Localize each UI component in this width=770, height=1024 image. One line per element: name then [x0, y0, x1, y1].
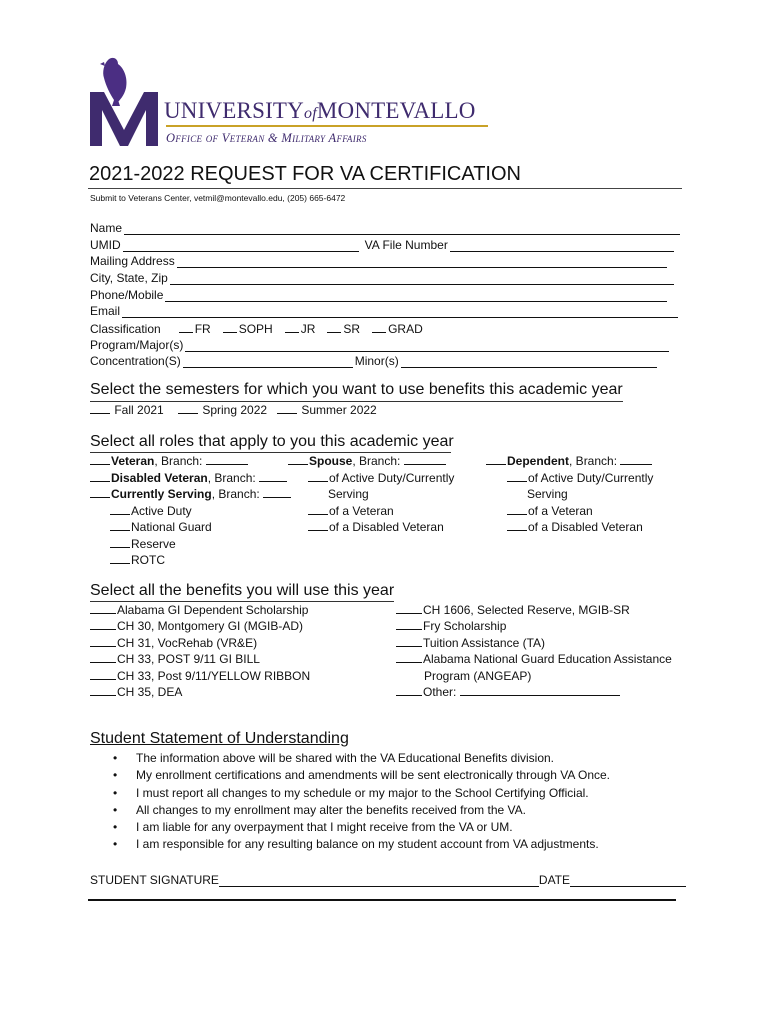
- university-name: [164, 98, 476, 124]
- statement-item: • All changes to my enrollment may alter the benefits received from the VA.: [113, 803, 610, 820]
- roles-heading: Select all roles that apply to you this academic year: [90, 433, 454, 450]
- dependent-of-active-cont: Serving: [527, 487, 568, 501]
- classification-label: Classification: [90, 322, 161, 336]
- benefit-ch30[interactable]: CH 30, Montgomery GI (MGIB-AD): [90, 619, 303, 633]
- statement-item: • I am responsible for any resulting balance on my student account from VA adjustments.: [113, 837, 610, 854]
- spouse-of-active-cont: Serving: [328, 487, 369, 501]
- statement-item: • I must report all changes to my schedule or my major to the School Certifying Official.: [113, 786, 610, 803]
- benefit-ch31[interactable]: CH 31, VocRehab (VR&E): [90, 636, 257, 650]
- phone-input[interactable]: [165, 290, 667, 302]
- minor-input[interactable]: [401, 356, 657, 368]
- form-title: 2021-2022 REQUEST FOR VA CERTIFICATION: [89, 163, 521, 185]
- city-label: City, State, Zip: [90, 271, 168, 285]
- university-name-suffix: MONTEVALLO: [316, 98, 476, 123]
- title-divider: [88, 188, 682, 189]
- benefit-ta[interactable]: Tuition Assistance (TA): [396, 636, 545, 650]
- signature-input[interactable]: [219, 875, 539, 887]
- university-name-of: of: [304, 105, 317, 122]
- header-rule: [166, 125, 488, 127]
- program-label: Program/Major(s): [90, 338, 184, 352]
- class-fr[interactable]: FR: [179, 321, 211, 336]
- class-sr[interactable]: SR: [327, 321, 360, 336]
- class-grad[interactable]: GRAD: [372, 321, 423, 336]
- role-spouse[interactable]: Spouse, Branch:: [288, 454, 446, 468]
- semester-spring[interactable]: Spring 2022: [178, 403, 267, 417]
- dependent-of-disabled[interactable]: of a Disabled Veteran: [507, 520, 643, 534]
- statement-list: [113, 751, 610, 855]
- bottom-divider: [88, 899, 676, 901]
- benefit-ch35[interactable]: CH 35, DEA: [90, 685, 182, 699]
- benefit-ch33-yellow-ribbon[interactable]: CH 33, Post 9/11/YELLOW RIBBON: [90, 669, 310, 683]
- va-file-label: VA File Number: [364, 238, 448, 252]
- signature-label: STUDENT SIGNATURE: [90, 873, 219, 887]
- statement-heading: Student Statement of Understanding: [90, 730, 349, 747]
- email-row: [90, 304, 678, 318]
- spouse-of-disabled[interactable]: of a Disabled Veteran: [308, 520, 444, 534]
- email-label: Email: [90, 304, 121, 318]
- date-input[interactable]: [570, 875, 686, 887]
- va-file-input[interactable]: [450, 240, 674, 252]
- umid-input[interactable]: [123, 240, 359, 252]
- falcon-icon: [94, 56, 134, 106]
- role-currently-serving[interactable]: Currently Serving, Branch:: [90, 487, 291, 501]
- semesters-heading: Select the semesters for which you want to use benefits this academic year: [90, 381, 623, 398]
- serving-national-guard[interactable]: National Guard: [110, 520, 212, 534]
- name-input[interactable]: [124, 223, 680, 235]
- serving-reserve[interactable]: Reserve: [110, 537, 176, 551]
- role-veteran[interactable]: Veteran, Branch:: [90, 454, 248, 468]
- benefit-ch33-gi-bill[interactable]: CH 33, POST 9/11 GI BILL: [90, 652, 260, 666]
- benefits-heading: Select all the benefits you will use this year: [90, 582, 395, 599]
- statement-item: • I am liable for any overpayment that I might receive from the VA or UM.: [113, 820, 610, 837]
- umid-row: [90, 238, 674, 252]
- mailing-input[interactable]: [177, 256, 667, 268]
- role-disabled-veteran[interactable]: Disabled Veteran, Branch:: [90, 471, 287, 485]
- umid-label: UMID: [90, 238, 121, 252]
- signature-row: [90, 873, 686, 887]
- statement-item: • The information above will be shared with the VA Educational Benefits division.: [113, 751, 610, 768]
- dependent-of-active[interactable]: of Active Duty/Currently: [507, 471, 653, 485]
- class-jr[interactable]: JR: [285, 321, 316, 336]
- spouse-of-active[interactable]: of Active Duty/Currently: [308, 471, 454, 485]
- benefit-angeap-cont: Program (ANGEAP): [424, 669, 532, 683]
- concentration-row: [90, 354, 657, 368]
- concentration-input[interactable]: [183, 356, 353, 368]
- program-input[interactable]: [185, 340, 669, 352]
- benefit-ch1606[interactable]: CH 1606, Selected Reserve, MGIB-SR: [396, 603, 630, 617]
- mailing-label: Mailing Address: [90, 254, 175, 268]
- name-row: [90, 221, 680, 235]
- role-dependent[interactable]: Dependent, Branch:: [486, 454, 652, 468]
- benefit-al-gi-dependent[interactable]: Alabama GI Dependent Scholarship: [90, 603, 308, 617]
- classification-row: [90, 321, 423, 336]
- minor-label: Minor(s): [354, 354, 399, 368]
- city-row: [90, 271, 674, 285]
- submit-instructions: Submit to Veterans Center, vetmil@montevallo.edu, (205) 665-6472: [90, 193, 346, 203]
- phone-label: Phone/Mobile: [90, 288, 164, 302]
- program-row: [90, 338, 669, 352]
- mailing-row: [90, 254, 667, 268]
- office-name: Office of Veteran & Military Affairs: [166, 131, 367, 145]
- benefits-heading-rule: [90, 601, 394, 602]
- roles-heading-rule: [90, 452, 451, 453]
- benefit-angeap[interactable]: Alabama National Guard Education Assistance: [396, 652, 672, 666]
- spouse-of-veteran[interactable]: of a Veteran: [308, 504, 394, 518]
- name-label: Name: [90, 221, 123, 235]
- dependent-of-veteran[interactable]: of a Veteran: [507, 504, 593, 518]
- class-soph[interactable]: SOPH: [223, 321, 273, 336]
- serving-rotc[interactable]: ROTC: [110, 553, 165, 567]
- date-label: DATE: [538, 873, 571, 887]
- semester-fall[interactable]: Fall 2021: [90, 403, 164, 417]
- phone-row: [90, 288, 667, 302]
- statement-item: • My enrollment certifications and amendments will be sent electronically through VA Once.: [113, 768, 610, 785]
- benefit-fry[interactable]: Fry Scholarship: [396, 619, 506, 633]
- email-input[interactable]: [122, 306, 678, 318]
- city-input[interactable]: [170, 273, 674, 285]
- benefit-other[interactable]: Other:: [396, 685, 620, 699]
- semesters-heading-rule: [90, 401, 623, 402]
- semester-summer[interactable]: Summer 2022: [277, 403, 377, 417]
- serving-active-duty[interactable]: Active Duty: [110, 504, 192, 518]
- concentration-label: Concentration(S): [90, 354, 181, 368]
- university-name-prefix: UNIVERSITY: [164, 98, 304, 123]
